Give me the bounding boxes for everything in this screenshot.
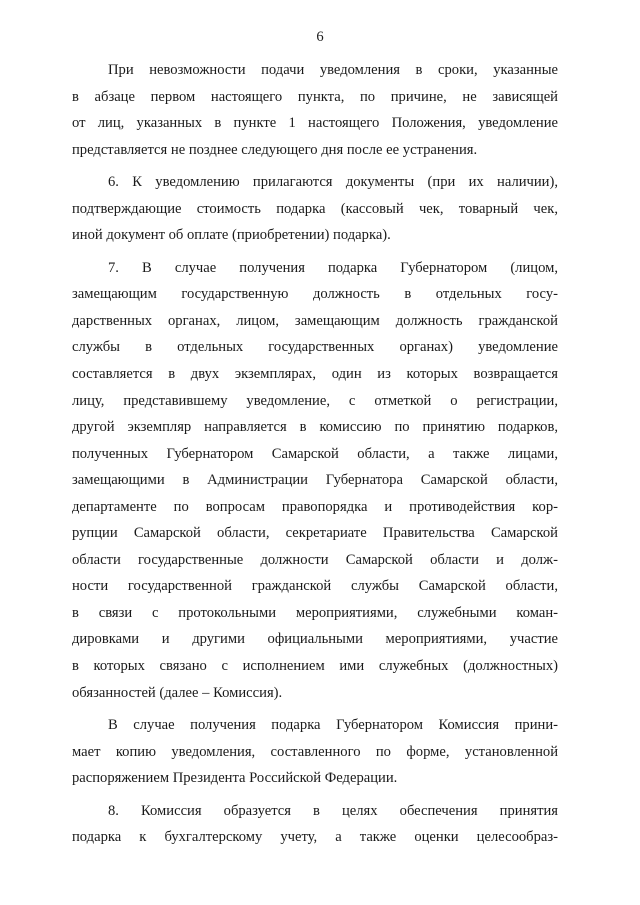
text-line: составляется в двух экземплярах, один из которых возвращается — [72, 366, 558, 383]
text-line: замещающим государственную должность в отдельных госу- — [72, 286, 558, 303]
text-line: от лиц, указанных в пункте 1 настоящего Положения, уведомление — [72, 115, 558, 132]
text-line: обязанностей (далее – Комиссия). — [72, 684, 283, 701]
paragraph-item-7 — [72, 255, 558, 706]
text-line: рупции Самарской области, секретариате Правительства Самарской — [72, 525, 558, 542]
text-line: полученных Губернатором Самарской области, а также лицами, — [72, 445, 558, 462]
text-line: подарка к бухгалтерскому учету, а также оценки целесообраз- — [72, 829, 558, 846]
text-line: замещающими в Администрации Губернатора Самарской области, — [72, 472, 558, 489]
text-line: другой экземпляр направляется в комиссию по принятию подарков, — [72, 419, 558, 436]
text-line: мает копию уведомления, составленного по форме, установленной — [72, 743, 558, 760]
text-line: При невозможности подачи уведомления в сроки, указанные — [108, 62, 558, 78]
text-line: ности государственной гражданской службы Самарской области, — [72, 578, 558, 595]
paragraph-item-6 — [72, 169, 558, 249]
text-line: в абзаце первом настоящего пункта, по причине, не зависящей — [72, 88, 558, 105]
text-line: в связи с протокольными мероприятиями, служебными коман- — [72, 604, 558, 621]
text-line: департаменте по вопросам правопорядка и противодействия кор- — [72, 498, 558, 515]
text-line: лицу, представившему уведомление, с отметкой о регистрации, — [72, 392, 558, 409]
text-line: области государственные должности Самарской области и долж- — [72, 551, 558, 568]
text-line: подтверждающие стоимость подарка (кассовый чек, товарный чек, — [72, 200, 558, 217]
page-number: 6 — [316, 29, 324, 45]
text-line: 7. В случае получения подарка Губернатором (лицом, — [108, 259, 558, 276]
text-line: 6. К уведомлению прилагаются документы (при их наличии), — [108, 174, 558, 191]
document-body — [72, 57, 558, 851]
text-line: В случае получения подарка Губернатором Комиссия прини- — [108, 717, 558, 734]
paragraph-late-notification — [72, 57, 558, 163]
text-line: в которых связано с исполнением ими служебных (должностных) — [72, 658, 558, 675]
text-line: представляется не позднее следующего дня после ее устранения. — [72, 141, 478, 158]
text-line: 8. Комиссия образуется в целях обеспечения принятия — [108, 802, 558, 819]
paragraph-item-8 — [72, 798, 558, 851]
text-line: распоряжением Президента Российской Федерации. — [72, 770, 398, 787]
text-line: службы в отдельных государственных органах) уведомление — [72, 339, 558, 356]
paragraph-governor-gift — [72, 712, 558, 792]
text-line: дарственных органах, лицом, замещающим должность гражданской — [72, 312, 558, 329]
text-line: иной документ об оплате (приобретении) подарка). — [72, 227, 391, 244]
text-line: дировками и другими официальными мероприятиями, участие — [72, 631, 558, 648]
